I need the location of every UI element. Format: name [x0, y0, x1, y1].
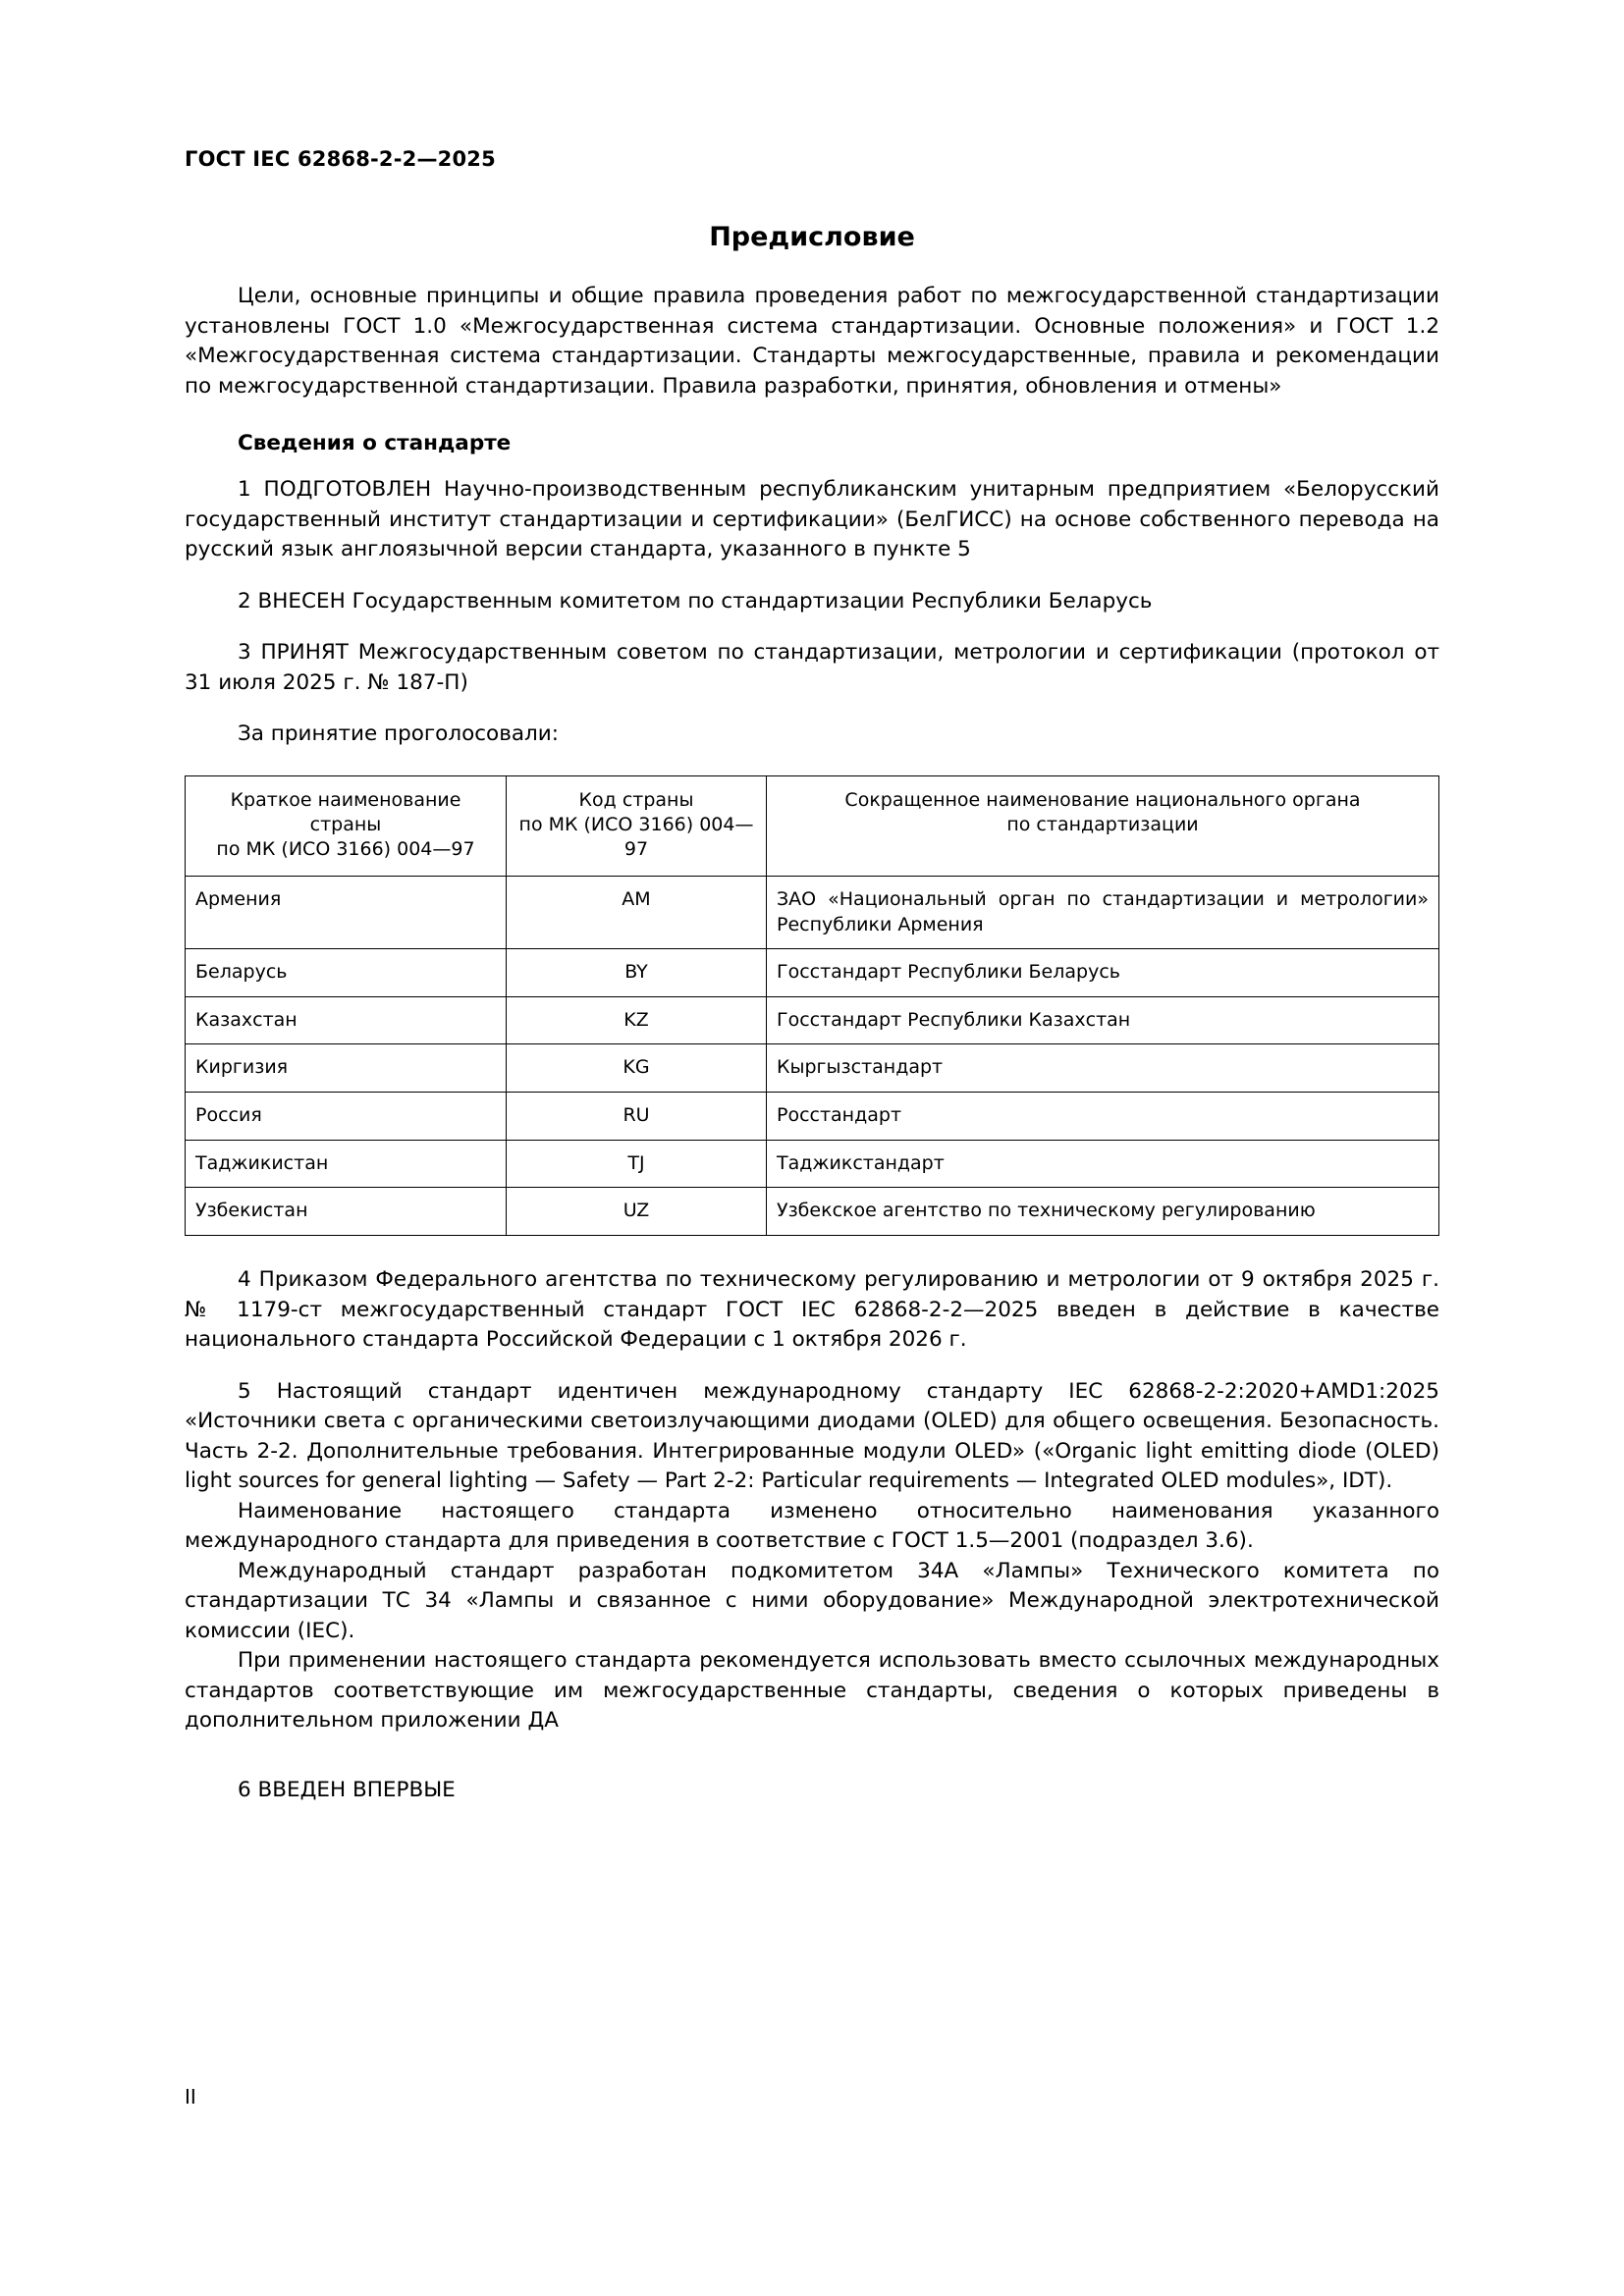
item-2-submitted-by: 2 ВНЕСЕН Государственным комитетом по стандартизации Республики Беларусь	[238, 588, 1153, 614]
column-header-national-body-line1: Сокращенное наименование национального органа	[844, 788, 1361, 811]
table-row	[186, 1140, 1439, 1188]
page-content	[185, 147, 1439, 1827]
table-row	[186, 876, 1439, 948]
page-title: Предисловие	[709, 222, 915, 252]
cell-national-body: Госстандарт Республики Казахстан	[767, 996, 1439, 1044]
cell-country-code: UZ	[507, 1188, 767, 1236]
table-row	[186, 1093, 1439, 1141]
cell-national-body: Таджикстандарт	[767, 1140, 1439, 1188]
cell-country-name: Киргизия	[186, 1044, 507, 1093]
column-header-country-code-line2: по МК (ИСО 3166) 004—97	[518, 813, 754, 860]
countries-table	[185, 775, 1439, 1236]
item-4-order-of-enforcement: 4 Приказом Федерального агентства по техническому регулированию и метрологии от 9 октября 2025 г. № 1179-ст межгосударственный стандарт ГОСТ IEC 62868-2-2—2025 введен в действие в качестве национального стандарта Российской Федерации с 1 октября 2026 г.	[185, 1267, 1439, 1353]
item-5-identical-standard: 5 Настоящий стандарт идентичен международному стандарту IEC 62868-2-2:2020+AMD1:2025 «Источники света с органическими светоизлучающими диодами (OLED) для общего освещения. Безопасность. Часть 2-2. Дополнительные требования. Интегрированные модули OLED» («Organic light emitting diode (OLED) light sources for general lighting — Safety — Part 2-2: Particular requirements — Integrated OLED modules», IDT).	[185, 1378, 1439, 1494]
table-row	[186, 949, 1439, 997]
standard-code-header: ГОСТ IEC 62868-2-2—2025	[185, 147, 496, 171]
cell-country-code: BY	[507, 949, 767, 997]
column-header-national-body-line2: по стандартизации	[1006, 813, 1199, 835]
item-5-paragraph-2: Наименование настоящего стандарта изменено относительно наименования указанного международного стандарта для приведения в соответствие с ГОСТ 1.5—2001 (подраздел 3.6).	[185, 1498, 1439, 1554]
column-header-national-body	[767, 775, 1439, 876]
table-row	[186, 1188, 1439, 1236]
cell-country-name: Беларусь	[186, 949, 507, 997]
cell-country-code: AM	[507, 876, 767, 948]
cell-country-code: KG	[507, 1044, 767, 1093]
cell-country-code: KZ	[507, 996, 767, 1044]
item-6-first-introduced: 6 ВВЕДЕН ВПЕРВЫЕ	[238, 1777, 456, 1802]
cell-country-name: Таджикистан	[186, 1140, 507, 1188]
column-header-country-name	[186, 775, 507, 876]
table-header	[186, 775, 1439, 876]
item-3-adopted-by: 3 ПРИНЯТ Межгосударственным советом по стандартизации, метрологии и сертификации (протокол от 31 июля 2025 г. № 187-П)	[185, 640, 1439, 695]
column-header-country-name-line2: по МК (ИСО 3166) 004—97	[216, 837, 475, 860]
column-header-country-code	[507, 775, 767, 876]
item-1-prepared-by: 1 ПОДГОТОВЛЕН Научно-производственным республиканским унитарным предприятием «Белорусский государственный институт стандартизации и сертификации» (БелГИСС) на основе собственного перевода на русский язык англоязычной версии стандарта, указанного в пункте 5	[185, 477, 1439, 562]
page-number: II	[185, 2085, 196, 2109]
cell-national-body: Узбекское агентство по техническому регулированию	[767, 1188, 1439, 1236]
intro-paragraph: Цели, основные принципы и общие правила проведения работ по межгосударственной стандартизации установлены ГОСТ 1.0 «Межгосударственная система стандартизации. Основные положения» и ГОСТ 1.2 «Межгосударственная система стандартизации. Стандарты межгосударственные, правила и рекомендации по межгосударственной стандартизации. Правила разработки, принятия, обновления и отмены»	[185, 284, 1439, 399]
item-5-paragraph-3: Международный стандарт разработан подкомитетом 34А «Лампы» Технического комитета по стандартизации ТС 34 «Лампы и связанное с ними оборудование» Международной электротехнической комиссии (IEC).	[185, 1558, 1439, 1643]
table-header-row	[186, 775, 1439, 876]
cell-national-body: ЗАО «Национальный орган по стандартизации и метрологии» Республики Армения	[767, 876, 1439, 948]
cell-country-name: Узбекистан	[186, 1188, 507, 1236]
vote-intro-text: За принятие проголосовали:	[238, 721, 560, 747]
section-heading-standard-info: Сведения о стандарте	[238, 431, 512, 456]
cell-country-name: Армения	[186, 876, 507, 948]
cell-country-code: RU	[507, 1093, 767, 1141]
column-header-country-name-line1: Краткое наименование страны	[230, 788, 461, 835]
cell-national-body: Кыргызстандарт	[767, 1044, 1439, 1093]
cell-country-code: TJ	[507, 1140, 767, 1188]
table-body	[186, 876, 1439, 1235]
table-row	[186, 996, 1439, 1044]
column-header-country-code-line1: Код страны	[578, 788, 694, 811]
item-5-paragraph-4: При применении настоящего стандарта рекомендуется использовать вместо ссылочных международных стандартов соответствующие им межгосударственные стандарты, сведения о которых приведены в дополнительном приложении ДА	[185, 1648, 1439, 1734]
cell-national-body: Госстандарт Республики Беларусь	[767, 949, 1439, 997]
cell-country-name: Россия	[186, 1093, 507, 1141]
cell-national-body: Росстандарт	[767, 1093, 1439, 1141]
cell-country-name: Казахстан	[186, 996, 507, 1044]
table-row	[186, 1044, 1439, 1093]
